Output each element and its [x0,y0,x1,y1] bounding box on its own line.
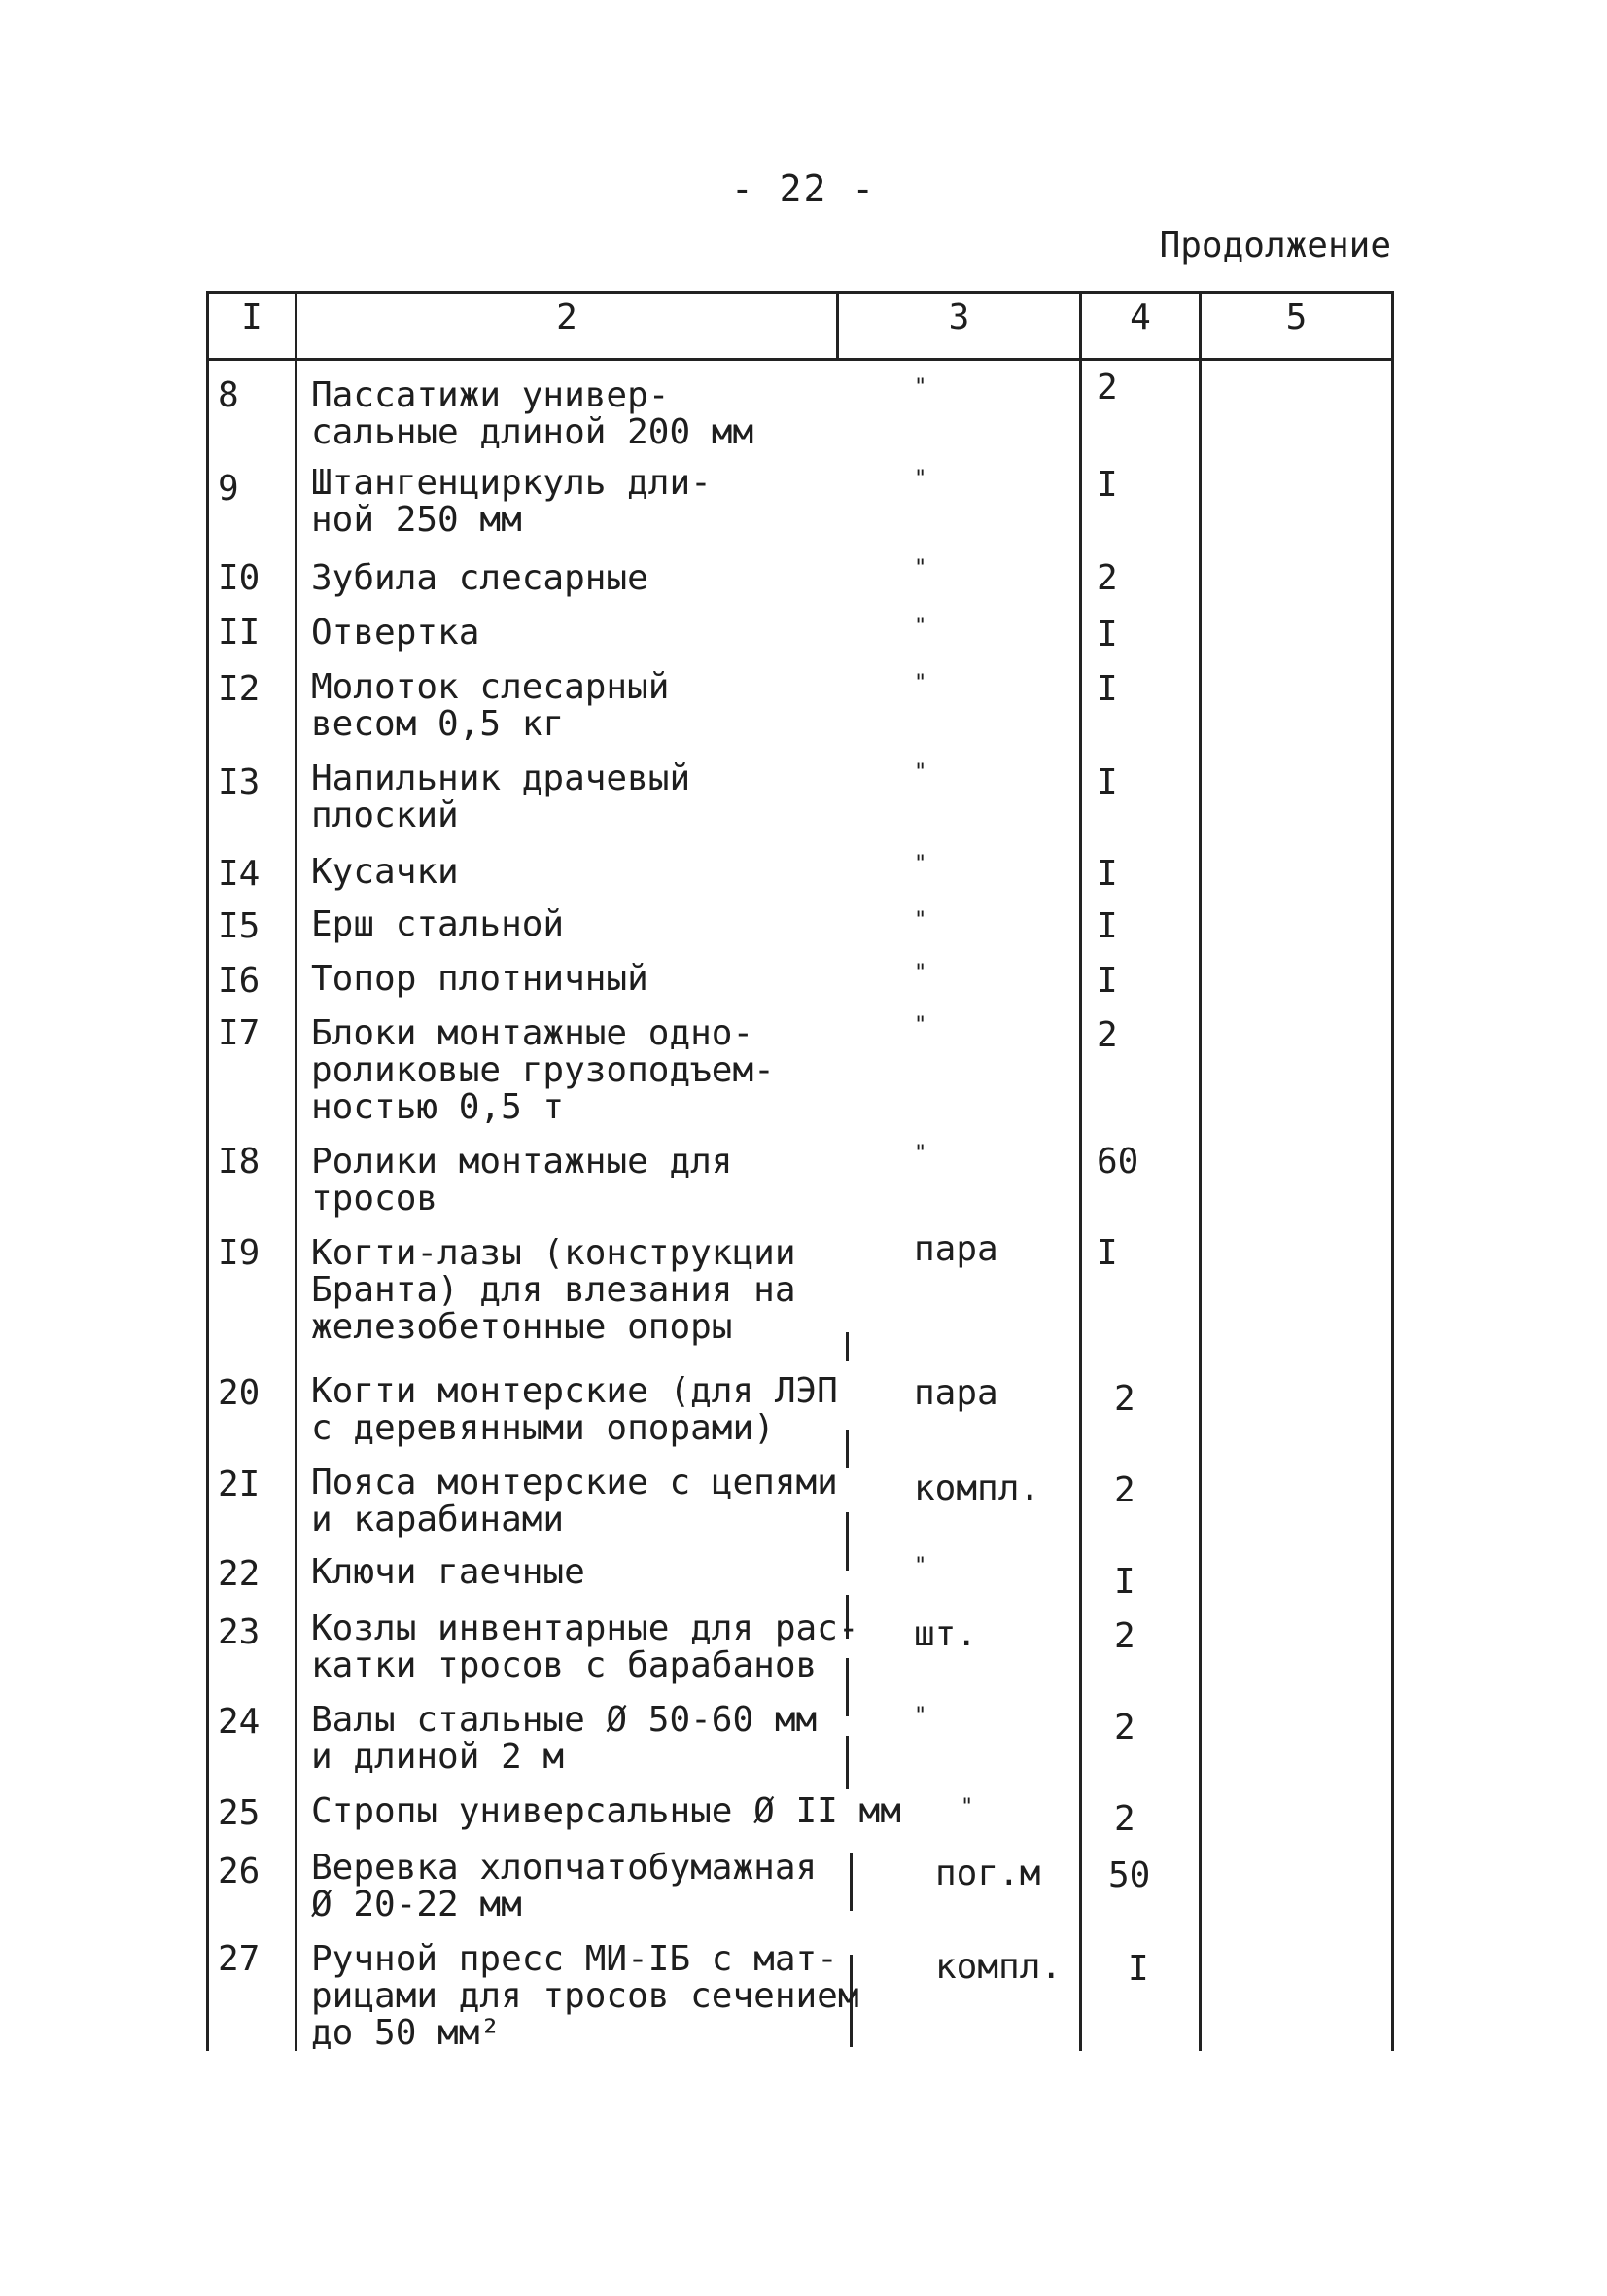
row-number: II [218,613,261,653]
header-col-3: 3 [948,298,970,337]
item-name: Ролики монтажные для тросов [311,1142,733,1219]
item-unit: " [914,908,927,933]
item-name: Кусачки [311,852,459,892]
row-number: 20 [218,1373,261,1413]
item-name: Когти-лазы (конструкции Бранта) для влезания на железобетонные опоры [311,1233,796,1347]
item-unit: " [914,556,927,581]
item-quantity: 2 [1097,1015,1118,1055]
item-quantity: 2 [1114,1799,1135,1839]
row-number: 9 [218,469,239,509]
item-name: Штангенциркуль дли- ной 250 мм [311,463,712,540]
column-divider [1199,291,1202,2051]
item-name: Стропы универсальные Ø II мм [311,1791,901,1831]
item-unit: " [914,852,927,876]
item-name: Веревка хлопчатобумажная Ø 20-22 мм [311,1848,818,1925]
row-number: I3 [218,762,261,802]
item-unit: " [914,760,927,785]
item-name: Молоток слесарный весом 0,5 кг [311,667,670,744]
item-name: Отвертка [311,613,480,653]
item-unit: пара [914,1229,998,1269]
row-number: 24 [218,1702,261,1742]
row-number: I4 [218,854,261,894]
item-name: Пояса монтерские с цепями и карабинами [311,1463,838,1539]
item-unit: " [914,961,927,985]
row-number: 25 [218,1793,261,1833]
item-unit: компл. [935,1947,1063,1987]
item-name: Блоки монтажные одно- роликовые грузоподъем- ностью 0,5 т [311,1013,775,1127]
header-col-5: 5 [1285,298,1308,337]
item-quantity: I [1128,1949,1149,1989]
item-quantity: 2 [1114,1616,1135,1656]
column-divider [295,291,297,2051]
item-unit: " [914,1704,927,1728]
item-quantity: I [1097,906,1118,946]
item-name: Зубила слесарные [311,558,648,598]
row-number: I5 [218,906,261,946]
header-col-2: 2 [556,298,577,337]
item-name: Козлы инвентарные для рас- катки тросов с барабанов [311,1608,859,1685]
item-unit: " [914,1013,927,1038]
item-quantity: I [1097,669,1118,709]
row-number: I7 [218,1013,261,1053]
item-name: Ерш стальной [311,904,565,944]
row-number: 26 [218,1852,261,1891]
row-number: 27 [218,1939,261,1979]
row-number: I9 [218,1233,261,1273]
item-unit: " [961,1795,974,1819]
column-divider [1079,291,1082,2051]
item-unit: " [914,671,927,695]
item-unit: " [914,467,927,491]
row-number: 23 [218,1612,261,1652]
item-quantity: 50 [1108,1855,1151,1895]
item-name: Ключи гаечные [311,1552,585,1592]
item-unit: " [914,1142,927,1166]
table-right-border [1391,291,1394,2051]
item-quantity: I [1097,854,1118,894]
row-number: I0 [218,558,261,598]
table-left-border [206,291,209,2051]
item-name: Валы стальные Ø 50-60 мм и длиной 2 м [311,1700,818,1777]
item-unit: компл. [914,1468,1041,1508]
item-quantity: 2 [1114,1470,1135,1510]
header-col-4: 4 [1130,298,1151,337]
item-quantity: I [1097,465,1118,505]
item-quantity: 2 [1114,1708,1135,1748]
item-name: Пассатижи универ- сальные длиной 200 мм [311,375,754,452]
item-quantity: 2 [1097,558,1118,598]
item-quantity: I [1114,1562,1135,1602]
row-number: I8 [218,1142,261,1182]
item-quantity: I [1097,961,1118,1001]
item-quantity: 60 [1097,1142,1139,1182]
item-unit: " [914,615,927,639]
row-number: 8 [218,375,239,415]
row-number: 2I [218,1465,261,1504]
item-unit: пог.м [935,1854,1041,1893]
header-col-1: I [241,298,262,337]
item-name: Напильник драчевый плоский [311,759,691,835]
item-quantity: 2 [1114,1379,1135,1419]
row-number: I6 [218,961,261,1001]
continuation-label: Продолжение [1159,226,1391,265]
item-name: Топор плотничный [311,959,648,999]
item-name: Когти монтерские (для ЛЭП с деревянными опорами) [311,1371,838,1448]
table-top-border [206,291,1394,294]
item-quantity: 2 [1097,368,1118,407]
item-quantity: I [1097,762,1118,802]
row-number: I2 [218,669,261,709]
row-number: 22 [218,1554,261,1594]
item-unit: " [914,375,927,400]
item-unit: " [914,1554,927,1578]
table-header-border [206,358,1394,361]
item-name: Ручной пресс МИ-IБ с мат- рицами для тросов сечением до 50 мм² [311,1939,859,2053]
page-number: - 22 - [730,167,877,210]
item-unit: шт. [914,1614,978,1654]
item-quantity: I [1097,1233,1118,1273]
item-unit: пара [914,1373,998,1413]
item-quantity: I [1097,615,1118,654]
